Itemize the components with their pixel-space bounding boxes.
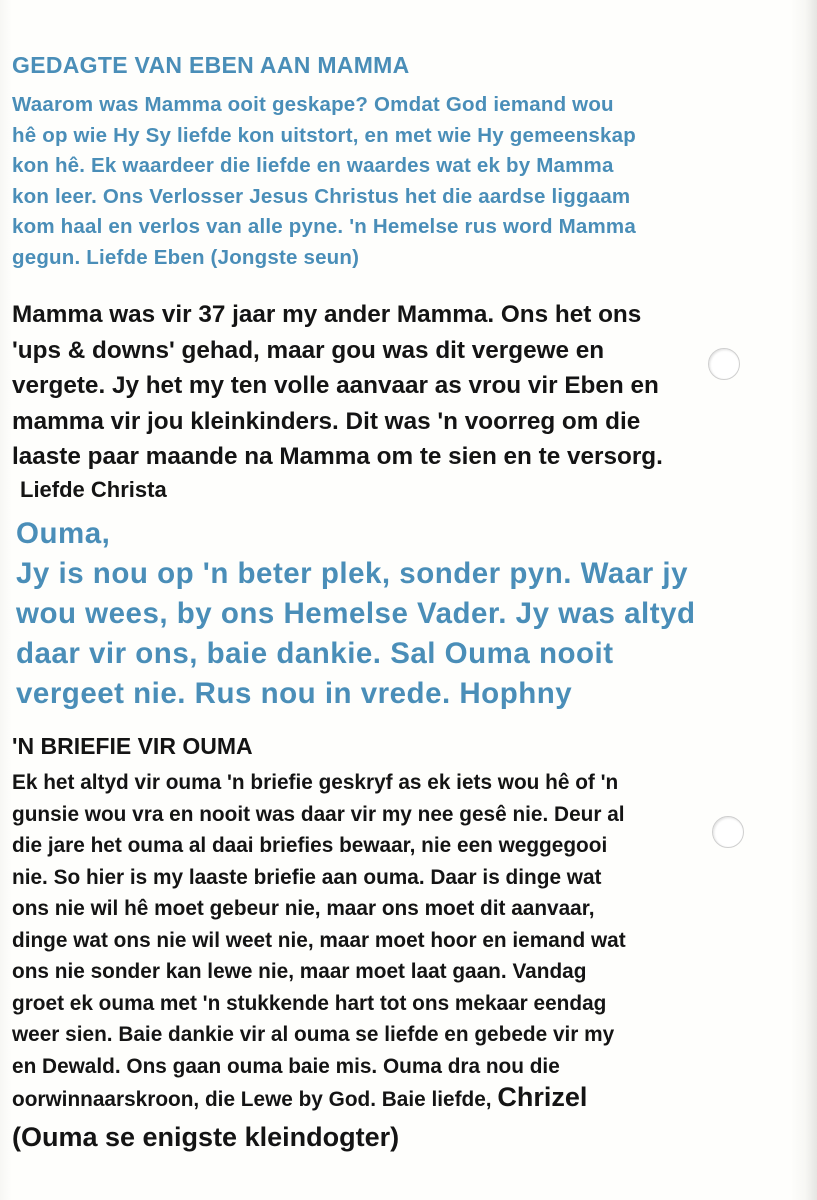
letter-line: gunsie wou vra en nooit was daar vir my nee gesê nie. Deur al (12, 802, 625, 826)
eben-line: Waarom was Mamma ooit geskape? Omdat God iemand wou (12, 93, 614, 116)
page-edge-shadow (805, 0, 817, 1200)
punch-hole (712, 816, 744, 848)
christa-line: Mamma was vir 37 jaar my ander Mamma. Ons het ons (12, 301, 642, 328)
eben-line: kom haal en verlos van alle pyne. 'n Hemelse rus word Mamma (12, 215, 636, 239)
letter-line: weer sien. Baie dankie vir al ouma se liefde en gebede vir my (12, 1023, 615, 1046)
christa-line: 'ups & downs' gehad, maar gou was dit vergewe en (12, 336, 605, 364)
christa-signature: Liefde Christa (20, 477, 167, 502)
christa-line: laaste paar maande na Mamma om te sien en te versorg. (12, 443, 663, 470)
eben-message (12, 90, 802, 274)
letter-line: ons nie wil hê moet gebeur nie, maar ons moet dit aanvaar, (12, 897, 595, 920)
letter-title: 'N BRIEFIE VIR OUMA (12, 733, 253, 759)
letter-line: en Dewald. Ons gaan ouma baie mis. Ouma dra nou die (12, 1054, 560, 1078)
letter-last-line (12, 1082, 802, 1116)
christa-line: mamma vir jou kleinkinders. Dit was 'n voorreg om die (12, 407, 641, 435)
christa-message (12, 297, 802, 475)
eben-line: kon hê. Ek waardeer die liefde en waardes wat ek by Mamma (12, 154, 614, 178)
hophny-line: Ouma, (16, 517, 111, 550)
hophny-line: daar vir ons, baie dankie. Sal Ouma nooit (16, 637, 614, 670)
chrizel-signature: Chrizel (497, 1082, 588, 1112)
eben-section-title: GEDAGTE VAN EBEN AAN MAMMA (12, 52, 410, 78)
eben-line: gegun. Liefde Eben (Jongste seun) (12, 245, 360, 269)
punch-hole (708, 348, 740, 380)
hophny-line: Jy is nou op 'n beter plek, sonder pyn. Waar jy (16, 557, 689, 590)
letter-last-line-text: oorwinnaarskroon, die Lewe by God. Baie liefde, (12, 1088, 492, 1111)
eben-line: kon leer. Ons Verlosser Jesus Christus het die aardse liggaam (12, 184, 631, 208)
hophny-message (16, 514, 806, 714)
letter-line: ons nie sonder kan lewe nie, maar moet laat gaan. Vandag (12, 960, 587, 983)
letter-line: nie. So hier is my laaste briefie aan ouma. Daar is dinge wat (12, 865, 602, 889)
hophny-line: vergeet nie. Rus nou in vrede. Hophny (16, 677, 573, 710)
letter-message (12, 767, 802, 1116)
christa-line: vergete. Jy het my ten volle aanvaar as vrou vir Eben en (12, 372, 659, 399)
letter-line: die jare het ouma al daai briefies bewaar, nie een weggegooi (12, 834, 608, 857)
letter-line: Ek het altyd vir ouma 'n briefie geskryf as ek iets wou hê of 'n (12, 771, 619, 794)
letter-line: groet ek ouma met 'n stukkende hart tot ons mekaar eendag (12, 991, 607, 1015)
eben-line: hê op wie Hy Sy liefde kon uitstort, en met wie Hy gemeenskap (12, 123, 636, 147)
letter-line: dinge wat ons nie wil weet nie, maar moet hoor en iemand wat (12, 928, 626, 952)
hophny-line: wou wees, by ons Hemelse Vader. Jy was altyd (16, 597, 696, 630)
letter-closing: (Ouma se enigste kleindogter) (12, 1122, 400, 1152)
